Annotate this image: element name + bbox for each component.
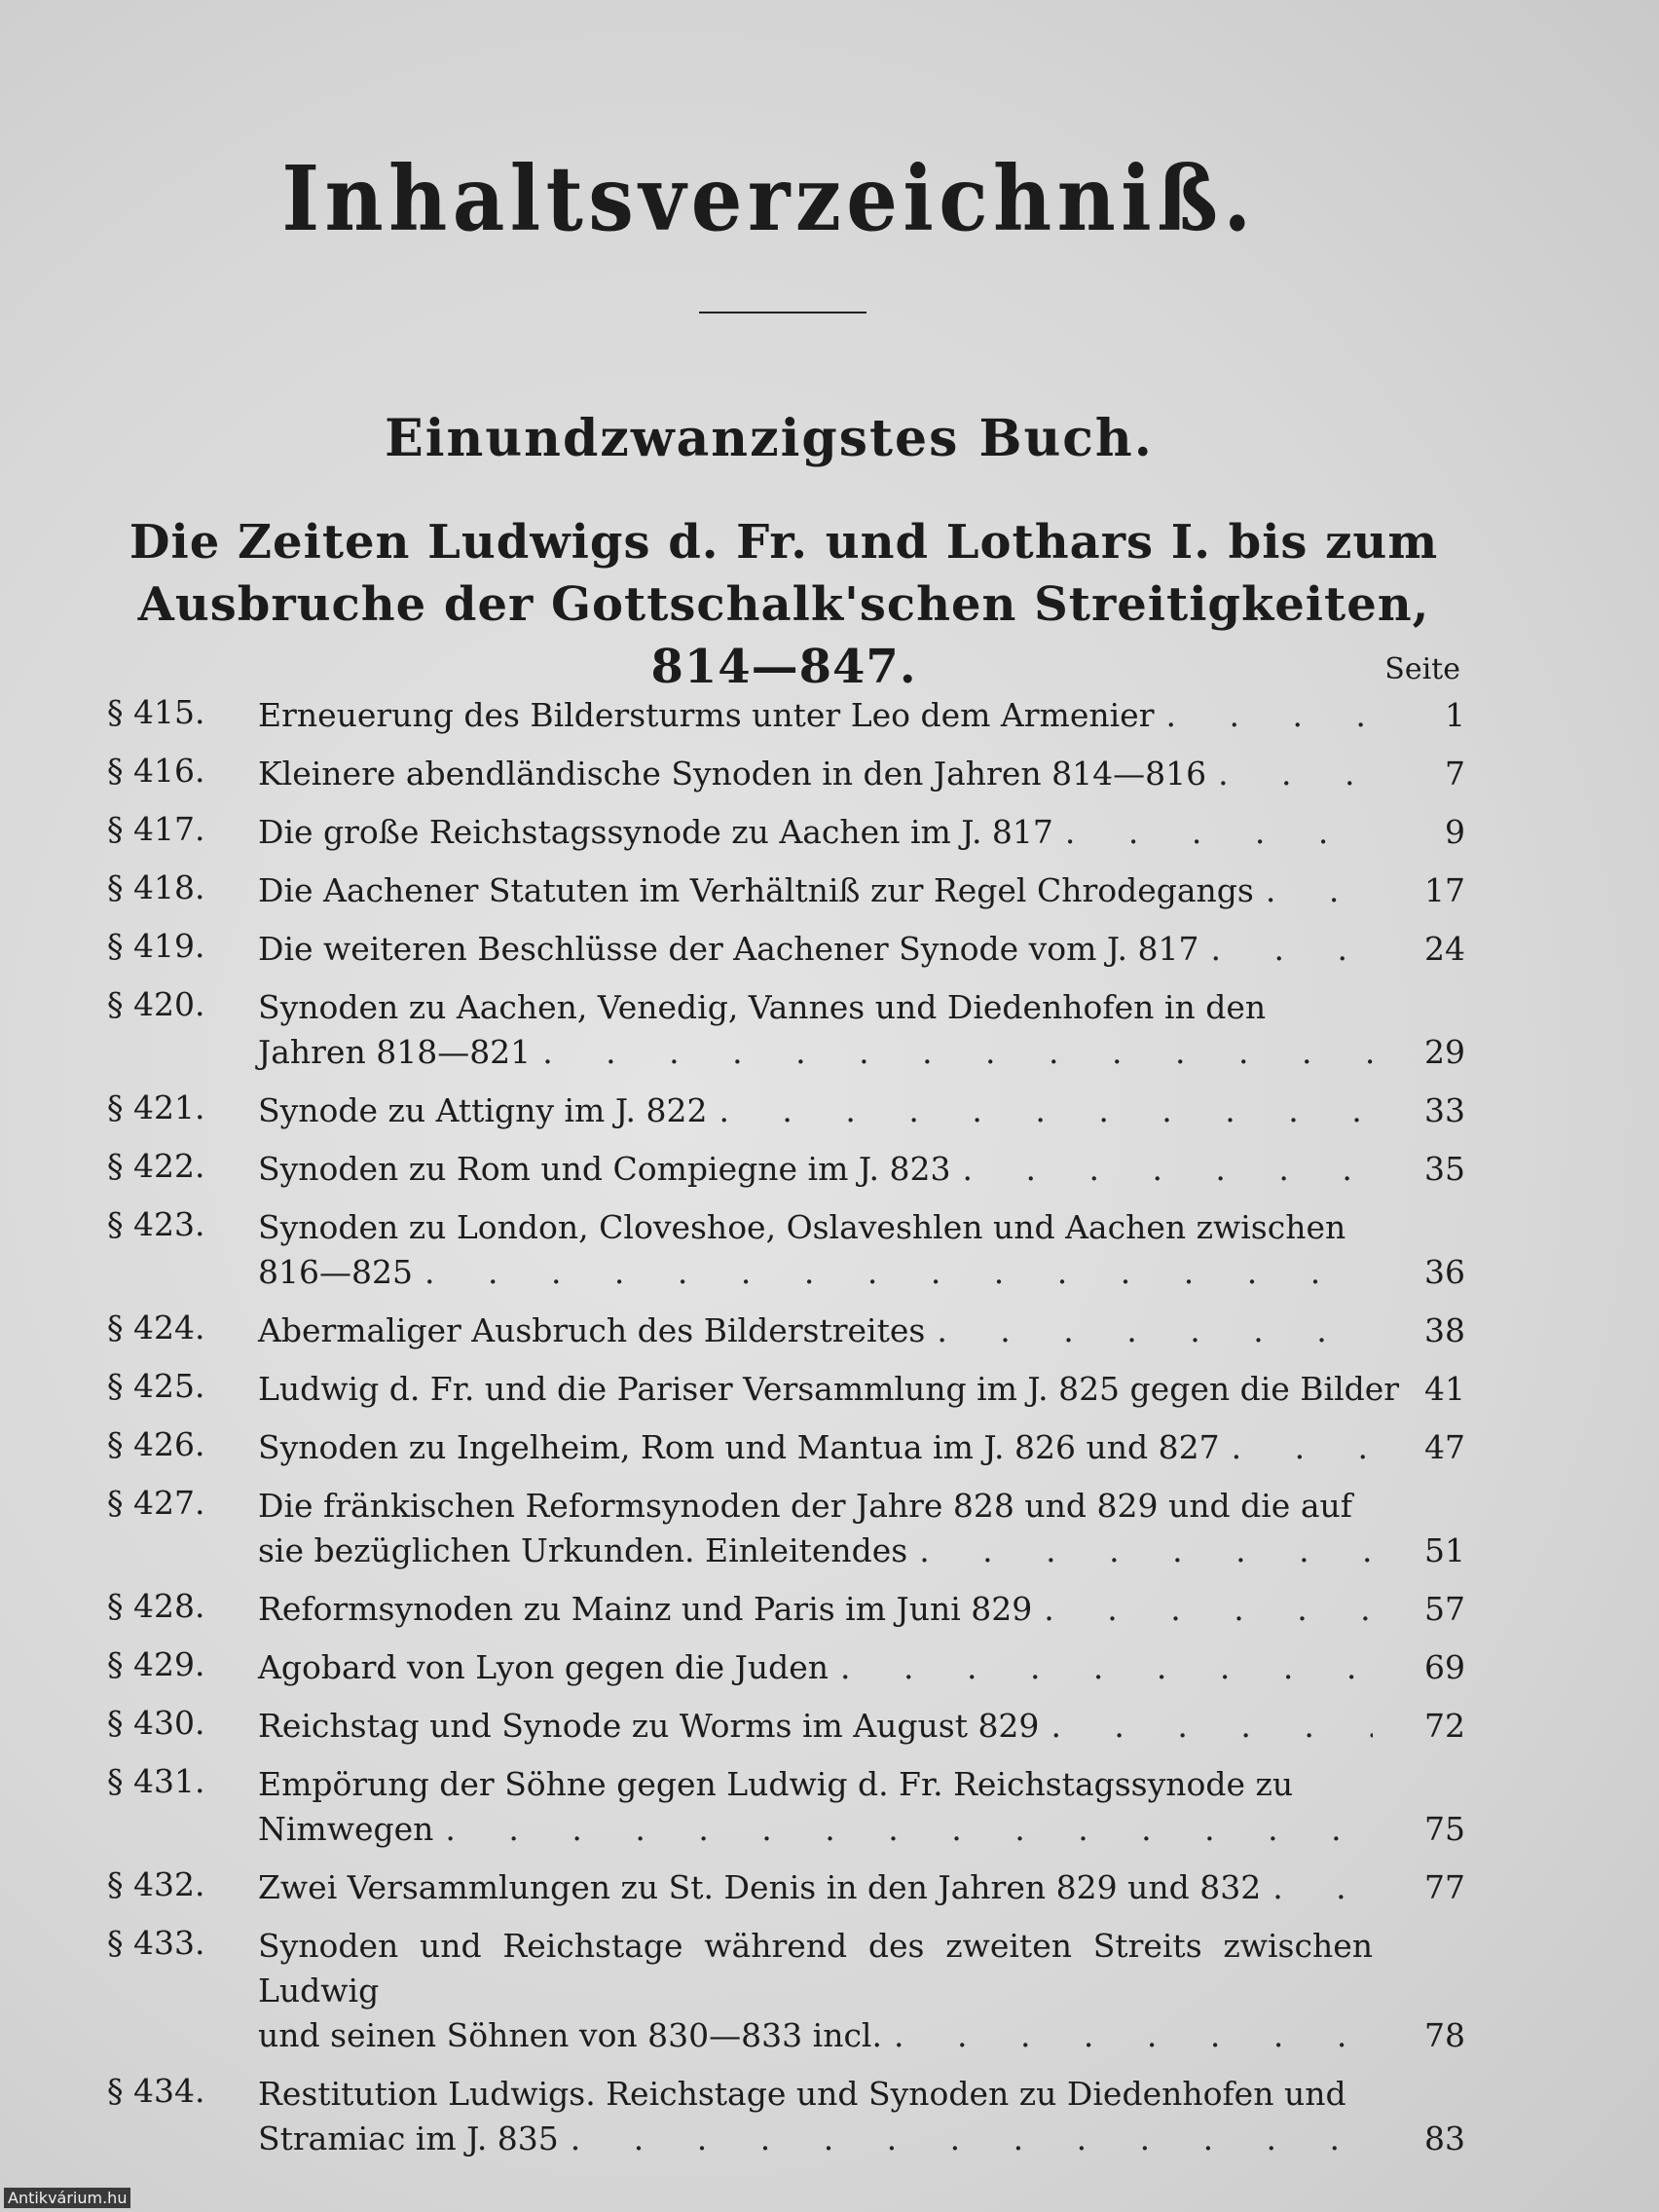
section-number: § 425. [107, 1367, 205, 1405]
table-of-contents [107, 693, 1465, 2175]
section-number: § 431. [107, 1762, 205, 1800]
section-number: § 424. [107, 1309, 205, 1346]
page-number: 17 [1424, 871, 1465, 909]
page-number: 51 [1424, 1531, 1465, 1569]
dot-leader [1211, 927, 1373, 972]
dot-leader [1051, 1704, 1373, 1749]
section-number: § 418. [107, 868, 205, 906]
section-number: § 433. [107, 1924, 205, 1962]
dot-leader [445, 1807, 1373, 1852]
toc-entry [107, 868, 1465, 913]
entry-title: Nimwegen [258, 1810, 434, 1848]
entry-title-line: Empörung der Söhne gegen Ludwig d. Fr. Reichstagssynode zu [258, 1765, 1294, 1803]
title-divider [699, 312, 866, 313]
dot-leader [571, 2117, 1373, 2161]
entry-title: Ludwig d. Fr. und die Pariser Versammlung im J. 825 gegen die Bilder [258, 1370, 1400, 1408]
dot-leader [1044, 1587, 1373, 1632]
dot-leader [424, 1250, 1373, 1295]
dot-leader [963, 1147, 1374, 1192]
dot-leader [719, 1088, 1373, 1133]
entry-title: Jahren 818—821 [258, 1033, 532, 1071]
page-number: 77 [1424, 1868, 1465, 1906]
page-number: 41 [1424, 1370, 1465, 1408]
toc-entry [107, 693, 1465, 738]
section-number: § 423. [107, 1205, 205, 1243]
dot-leader [542, 1030, 1373, 1075]
toc-entry [107, 1147, 1465, 1192]
entry-title: Synoden zu Ingelheim, Rom und Mantua im J. 826 und 827 [258, 1428, 1220, 1466]
page-number: 38 [1424, 1311, 1465, 1349]
page-number: 47 [1424, 1428, 1465, 1466]
page-number: 7 [1445, 755, 1465, 793]
section-number: § 415. [107, 693, 205, 731]
book-heading: Einundzwanzigstes Buch. [385, 409, 1154, 468]
entry-title: Reichstag und Synode zu Worms im August 829 [258, 1707, 1040, 1745]
toc-entry [107, 985, 1465, 1075]
section-number: § 428. [107, 1587, 205, 1625]
page-number: 9 [1445, 813, 1465, 851]
entry-title: 816—825 [258, 1253, 413, 1291]
entry-title: Zwei Versammlungen zu St. Denis in den Jahren 829 und 832 [258, 1868, 1262, 1906]
section-number: § 420. [107, 985, 205, 1023]
page-number: 35 [1424, 1150, 1465, 1188]
page-title: Inhaltsverzeichniß. [281, 146, 1257, 251]
entry-title-line: Synoden zu Aachen, Venedig, Vannes und Diedenhofen in den [258, 988, 1267, 1026]
page-number: 24 [1424, 930, 1465, 968]
toc-entry [107, 1587, 1465, 1632]
page-number: 83 [1424, 2120, 1465, 2157]
toc-entry [107, 1865, 1465, 1910]
toc-entry [107, 1762, 1465, 1852]
entry-title: Kleinere abendländische Synoden in den Jahren 814—816 [258, 755, 1207, 793]
entry-title: sie bezüglichen Urkunden. Einleitendes [258, 1531, 908, 1569]
toc-entry [107, 1309, 1465, 1353]
toc-entry [107, 1425, 1465, 1470]
dot-leader [1266, 868, 1373, 913]
dot-leader [1165, 693, 1373, 738]
page-number: 57 [1424, 1590, 1465, 1628]
section-number: § 434. [107, 2072, 205, 2110]
dot-leader [1232, 1425, 1373, 1470]
section-number: § 429. [107, 1645, 205, 1683]
toc-entry [107, 2072, 1465, 2161]
section-number: § 417. [107, 810, 205, 848]
page-number: 69 [1424, 1648, 1465, 1686]
page-number: 78 [1424, 2016, 1465, 2054]
toc-entry [107, 1645, 1465, 1690]
section-number: § 422. [107, 1147, 205, 1185]
entry-title-line: Synoden zu London, Cloveshoe, Oslaveshlen und Aachen zwischen [258, 1208, 1346, 1246]
entry-title: Die Aachener Statuten im Verhältniß zur Regel Chrodegangs [258, 871, 1254, 909]
page-column-label: Seite [1384, 652, 1460, 686]
toc-entry [107, 810, 1465, 855]
page-number: 72 [1424, 1707, 1465, 1745]
entry-title-line: Die fränkischen Reformsynoden der Jahre 828 und 829 und die auf [258, 1487, 1352, 1525]
section-number: § 426. [107, 1425, 205, 1463]
dot-leader [894, 2013, 1373, 2058]
dot-leader [1272, 1865, 1373, 1910]
watermark: Antikvárium.hu [4, 2188, 130, 2208]
section-number: § 419. [107, 927, 205, 965]
entry-title: Agobard von Lyon gegen die Juden [258, 1648, 829, 1686]
section-number: § 416. [107, 752, 205, 790]
entry-title: Die weiteren Beschlüsse der Aachener Synode vom J. 817 [258, 930, 1199, 968]
toc-entry [107, 1924, 1465, 2058]
page-number: 36 [1424, 1253, 1465, 1291]
entry-title: Stramiac im J. 835 [258, 2120, 559, 2157]
section-number: § 421. [107, 1088, 205, 1126]
page-number: 75 [1424, 1810, 1465, 1848]
section-subtitle: Die Zeiten Ludwigs d. Fr. und Lothars I. bis zum Ausbruche der Gottschalk'schen Streitigkeiten, 814—847. [129, 515, 1439, 694]
toc-entry [107, 927, 1465, 972]
toc-entry [107, 1367, 1465, 1412]
entry-title-line: Synoden und Reichstage während des zweiten Streits zwischen Ludwig [258, 1927, 1373, 2009]
section-number: § 432. [107, 1865, 205, 1903]
page-number: 33 [1424, 1091, 1465, 1129]
toc-entry [107, 1205, 1465, 1295]
dot-leader [937, 1309, 1373, 1353]
dot-leader [1065, 810, 1373, 855]
entry-title: Abermaliger Ausbruch des Bilderstreites [258, 1311, 926, 1349]
entry-title: Erneuerung des Bildersturms unter Leo dem Armenier [258, 696, 1155, 734]
dot-leader [919, 1529, 1373, 1573]
entry-title: Die große Reichstagssynode zu Aachen im J. 817 [258, 813, 1053, 851]
entry-title: Synoden zu Rom und Compiegne im J. 823 [258, 1150, 951, 1188]
entry-title-line: Restitution Ludwigs. Reichstage und Synoden zu Diedenhofen und [258, 2075, 1346, 2113]
entry-title: und seinen Söhnen von 830—833 incl. [258, 2016, 882, 2054]
toc-entry [107, 1088, 1465, 1133]
page-number: 29 [1424, 1033, 1465, 1071]
section-number: § 430. [107, 1704, 205, 1742]
toc-entry [107, 1484, 1465, 1573]
page-number: 1 [1445, 696, 1465, 734]
toc-entry [107, 752, 1465, 796]
dot-leader [1218, 752, 1373, 796]
entry-title: Reformsynoden zu Mainz und Paris im Juni 829 [258, 1590, 1033, 1628]
dot-leader [840, 1645, 1373, 1690]
entry-title: Synode zu Attigny im J. 822 [258, 1091, 708, 1129]
section-number: § 427. [107, 1484, 205, 1522]
toc-entry [107, 1704, 1465, 1749]
